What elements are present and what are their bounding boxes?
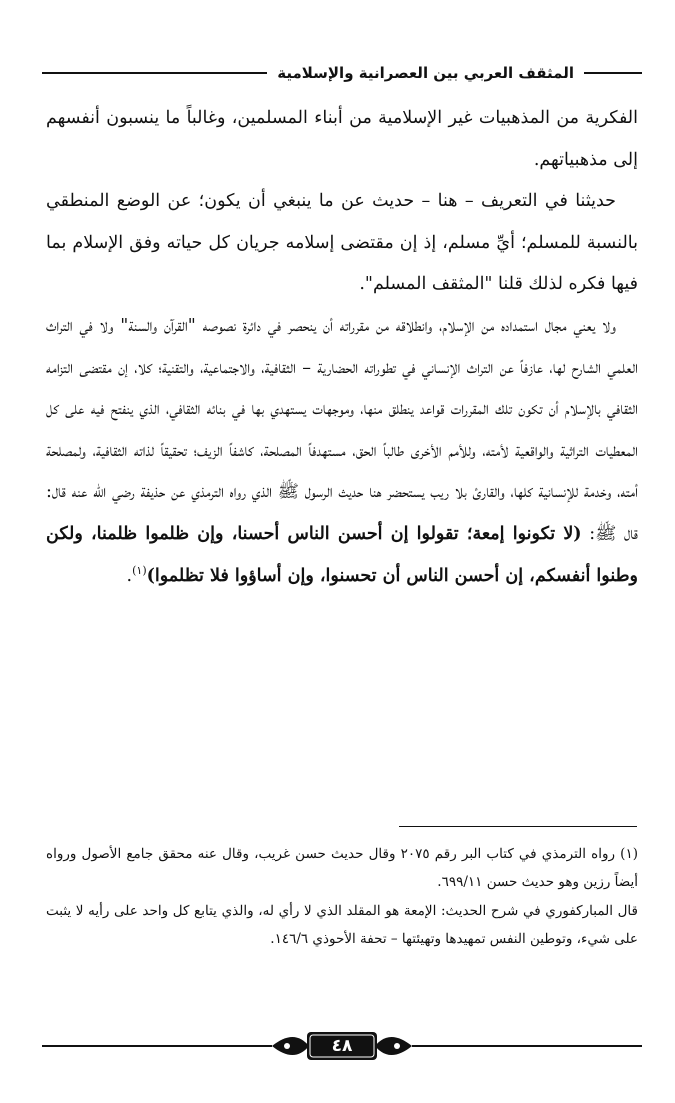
- paragraph-1: الفكرية من المذهبيات غير الإسلامية من أبناء المسلمين، وغالباً ما ينسبون أنفسهم إلى مذهبياتهم.: [46, 108, 638, 170]
- hadith-quote: (لا تكونوا إمعة؛ تقولوا إن أحسن الناس أحسنا، وإن ظلموا ظلمنا، ولكن وطنوا أنفسكم، إن أحسن الناس أن تحسنوا، وإن أساؤوا فلا تظلموا): [46, 523, 638, 586]
- footnote-2: قال المباركفوري في شرح الحديث: الإمعة هو المقلد الذي لا رأي له، والذي يتابع كل واحد على رأيه لا يثبت على شيء، وتوطين النفس تمهيدها وتهيئتها – تحفة الأحوذي ١٤٦/٦.: [46, 902, 638, 948]
- page-number: ٤٨: [331, 1036, 353, 1056]
- header-rule-right: [584, 72, 642, 74]
- footer-rule-right: [412, 1045, 642, 1047]
- paragraph-3-end: .: [126, 565, 133, 586]
- footnote-ref[interactable]: (١): [132, 563, 147, 577]
- page-number-area: [42, 1028, 642, 1064]
- body-text: [46, 98, 638, 597]
- paragraph-3-text: ولا يعني مجال استمداده من الإسلام، وانطلاقه من مقرراته أن ينحصر في دائرة نصوصه "القرآن والسنة" ولا في التراث العلمي الشارح لها، عازفاً عن التراث الإنساني في تطوراته الحضارية – الثقافية، والاجتماعية، والتقنية؛ كلا، إن مقتضى التزامه الثقافي بالإسلام أن تكون تلك المقررات قواعد ينطلق منها، وموجهات يستهدي بها في بنائه الثقافي، الذي ينفتح فيه على كل المعطيات التراثية والواقعية لأمته، وللأمم الأخرى طالباً الحق، مستهدفاً المصلحة، كاشفاً الزيف؛ تحقيقاً لذاته الثقافية، ولمصلحة أمته، وخدمة للإنسانية كلها، والقارئ بلا ريب يستحضر هنا حديث الرسول ﷺ الذي رواه الترمذي عن حذيفة رضي الله عنه قال: قال ﷺ:: [46, 315, 638, 544]
- footer-rule-left: [42, 1045, 272, 1047]
- footnotes: [46, 840, 638, 954]
- footnote-separator: [399, 826, 637, 827]
- running-header: [42, 58, 642, 88]
- paragraph-2: حديثنا في التعريف – هنا – حديث عن ما ينبغي أن يكون؛ عن الوضع المنطقي بالنسبة للمسلم؛ أيِّ مسلم، إذ إن مقتضى إسلامه جريان كل حياته وفق الإسلام بما فيها فكره لذلك قلنا "المثقف المسلم".: [46, 191, 638, 295]
- footnote-1: (١) رواه الترمذي في كتاب البر رقم ٢٠٧٥ وقال حديث حسن غريب، وقال عنه محقق جامع الأصول ورواه أيضاً رزين وهو حديث حسن ٦٩٩/١١.: [46, 846, 639, 891]
- header-rule-left: [42, 72, 267, 74]
- paragraph-3: [46, 306, 638, 597]
- running-title: المثقف العربي بين العصرانية والإسلامية: [277, 64, 574, 82]
